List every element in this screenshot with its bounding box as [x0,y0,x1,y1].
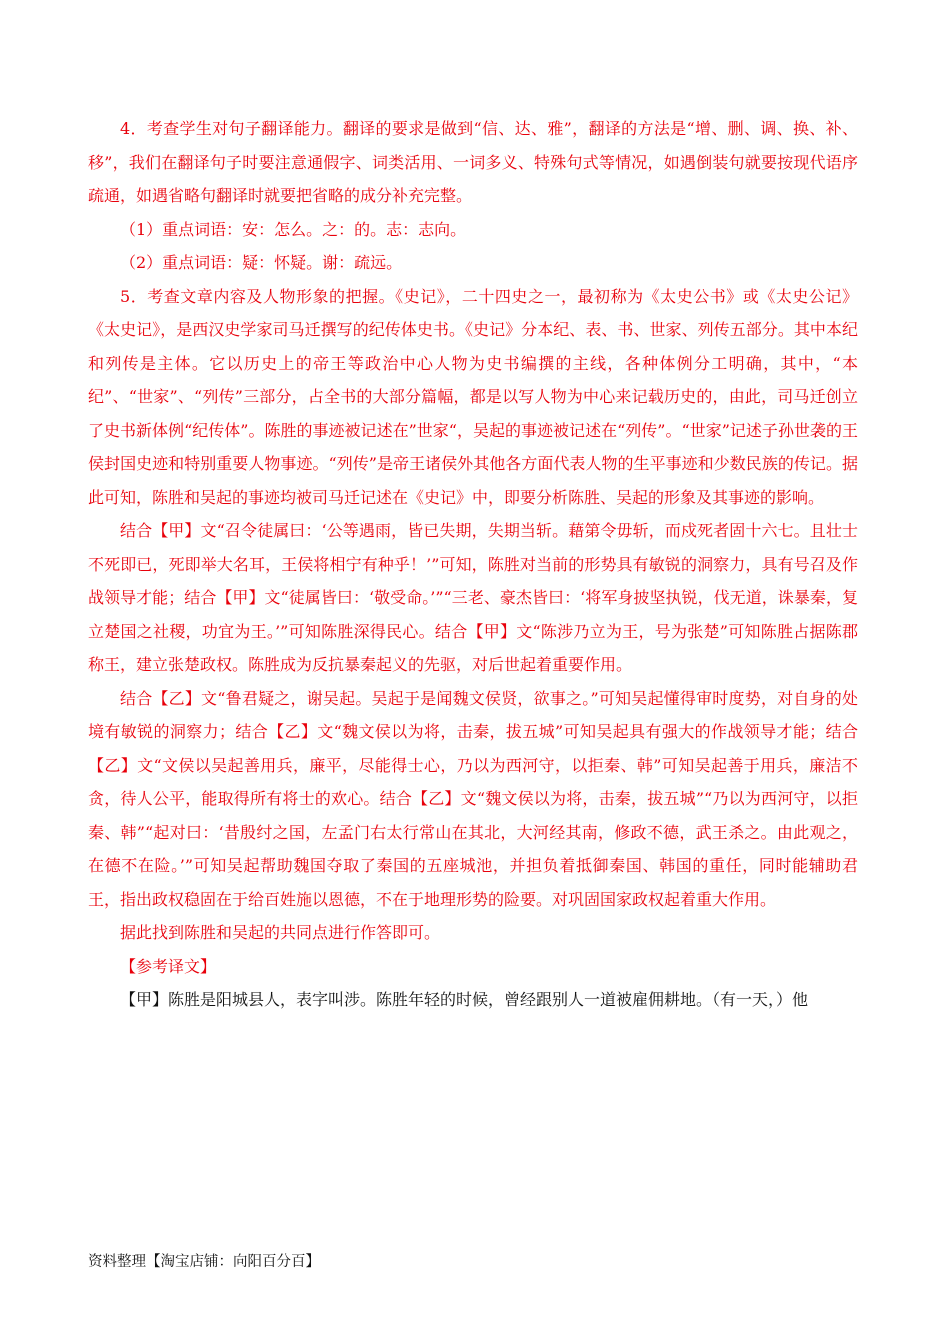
page-footer: 资料整理【淘宝店铺：向阳百分百】 [88,1254,320,1270]
paragraph-analysis-jia: 结合【甲】文“召令徒属曰：‘公等遇雨，皆已失期，失期当斩。藉第令毋斩，而戍死者固十六七。且壮士不死即已，死即举大名耳，王侯将相宁有种乎！’”可知，陈胜对当前的形势具有敏锐的洞察力，具有号召及作战领导才能；结合【甲】文“徒属皆曰：‘敬受命。’”“三老、豪杰皆曰：‘将军身披坚执锐，伐无道，诛暴秦，复立楚国之社稷，功宜为王。’”可知陈胜深得民心。结合【甲】文“陈涉乃立为王，号为张楚”可知陈胜占据陈郡称王，建立张楚政权。陈胜成为反抗暴秦起义的先驱，对后世起着重要作用。 [88,521,858,674]
paragraph-conclusion: 据此找到陈胜和吴起的共同点进行作答即可。 [120,923,441,942]
paragraph-q5-shiji: 5．考查文章内容及人物形象的把握。《史记》，二十四史之一，最初称为《太史公书》或《太史公记》《太史记》，是西汉史学家司马迁撰写的纪传体史书。《史记》分本纪、表、书、世家、列传五部分。其中本纪和列传是主体。它以历史上的帝王等政治中心人物为史书编撰的主线，各种体例分工明确，其中，“本纪”、“世家”、“列传”三部分，占全书的大部分篇幅，都是以写人物为中心来记载历史的，由此，司马迁创立了史书新体例“纪传体”。陈胜的事迹被记述在”世家“，吴起的事迹被记述在“列传”。“世家”记述子孙世袭的王侯封国史迹和特别重要人物事迹。“列传”是帝王诸侯外其他各方面代表人物的生平事迹和少数民族的传记。据此可知，陈胜和吴起的事迹均被司马迁记述在《史记》中，即要分析陈胜、吴起的形象及其事迹的影响。 [88,286,858,507]
paragraph-key-words-2: （2）重点词语：疑：怀疑。谢：疏远。 [120,253,403,272]
paragraph-key-words-1: （1）重点词语：安：怎么。之：的。志：志向。 [120,219,467,239]
paragraph-q4-translation: 4．考查学生对句子翻译能力。翻译的要求是做到“信、达、雅”，翻译的方法是“增、删、调、换、补、移”，我们在翻译句子时要注意通假字、词类活用、一词多义、特殊句式等情况，如遇倒装句就要按现代语序疏通，如遇省略句翻译时就要把省略的成分补充完整。 [88,119,858,205]
paragraph-translation-jia: 【甲】陈胜是阳城县人，表字叫涉。陈胜年轻的时候，曾经跟别人一道被雇佣耕地。（有一天，）他 [120,990,809,1009]
paragraph-analysis-yi: 结合【乙】文“鲁君疑之，谢吴起。吴起于是闻魏文侯贤，欲事之。”可知吴起懂得审时度势，对自身的处境有敏锐的洞察力；结合【乙】文“魏文侯以为将，击秦，拔五城”可知吴起具有强大的作战领导才能；结合【乙】文“文侯以吴起善用兵，廉平，尽能得士心，乃以为西河守，以拒秦、韩”可知吴起善于用兵，廉洁不贪，待人公平，能取得所有将士的欢心。结合【乙】文“魏文侯以为将，击秦，拔五城”“乃以为西河守，以拒秦、韩”“起对曰：‘昔殷纣之国，左孟门右太行常山在其北，大河经其南，修政不德，武王杀之。由此观之，在德不在险。’”可知吴起帮助魏国夺取了秦国的五座城池，并担负着抵御秦国、韩国的重任，同时能辅助君王，指出政权稳固在于给百姓施以恩德，不在于地理形势的险要。对巩固国家政权起着重大作用。 [88,688,858,909]
section-heading-reference-translation: 【参考译文】 [120,956,217,976]
document-body [88,112,858,1017]
